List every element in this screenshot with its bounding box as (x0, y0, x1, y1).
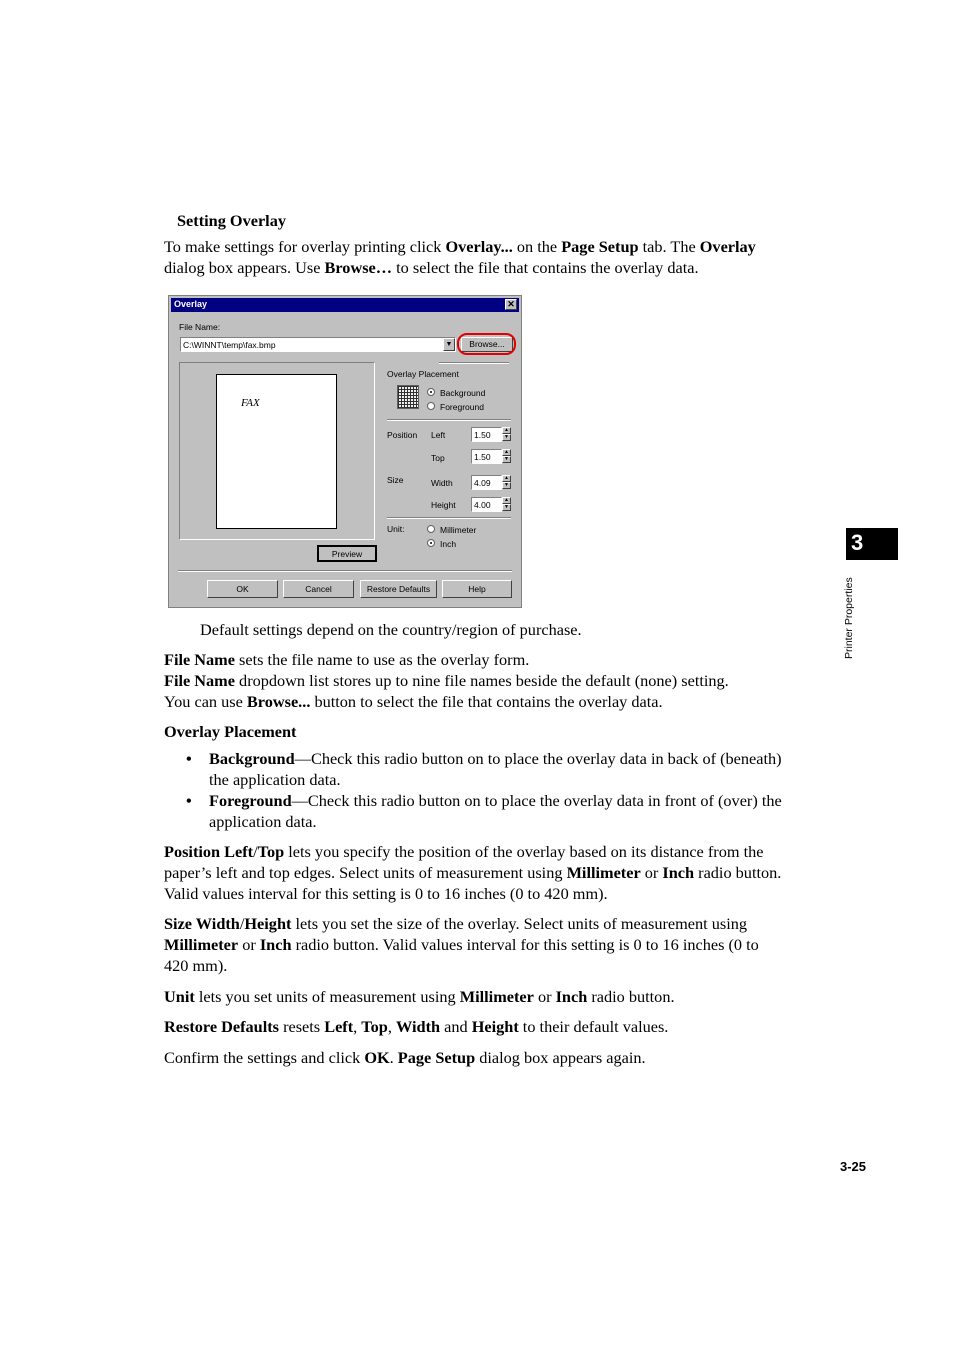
chapter-tab (846, 528, 898, 560)
size-label: Size (387, 475, 404, 485)
close-icon[interactable]: ✕ (505, 299, 517, 310)
intro-line-1: To make settings for overlay printing click Overlay... on the Page Setup tab. The Overlay (164, 237, 756, 256)
position-line-3: Valid values interval for this setting is 0 to 16 inches (0 to 420 mm). (164, 884, 608, 903)
section-heading: Setting Overlay (177, 211, 286, 230)
top-label: Top (431, 453, 445, 463)
top-spinner[interactable]: ▲ ▼ (502, 449, 511, 464)
separator (178, 570, 512, 572)
separator (387, 419, 511, 421)
height-input[interactable] (471, 497, 502, 512)
left-label: Left (431, 430, 446, 440)
browse-highlight-circle (457, 333, 516, 355)
filename-line-1: File Name sets the file name to use as the overlay form. (164, 650, 530, 669)
unit-label: Unit: (387, 524, 405, 534)
preview-button[interactable]: Preview (317, 545, 377, 562)
separator (387, 517, 511, 519)
left-value: 1.50 (474, 430, 491, 440)
ok-button[interactable]: OK (207, 580, 278, 598)
left-spinner[interactable]: ▲ ▼ (502, 427, 511, 442)
width-value: 4.09 (474, 478, 491, 488)
bullet: • (186, 749, 192, 768)
note: Default settings depend on the country/region of purchase. (200, 620, 582, 639)
page-number: 3-25 (840, 1159, 867, 1174)
background-label: Background (440, 388, 486, 398)
preview-page (216, 374, 337, 529)
top-input[interactable] (471, 449, 502, 464)
intro-line-2: dialog box appears. Use Browse… to select the file that contains the overlay data. (164, 258, 699, 277)
dialog-titlebar (171, 298, 519, 312)
file-name-label: File Name: (179, 322, 221, 332)
left-input[interactable] (471, 427, 502, 442)
position-label: Position (387, 430, 418, 440)
millimeter-label: Millimeter (440, 525, 477, 535)
inch-radio[interactable] (427, 539, 435, 547)
millimeter-radio[interactable] (427, 525, 435, 533)
dialog-title: Overlay (174, 299, 208, 309)
foreground-line-2: application data. (209, 812, 317, 831)
background-line-2: the application data. (209, 770, 341, 789)
background-radio[interactable] (427, 388, 435, 396)
width-spinner[interactable]: ▲ ▼ (502, 475, 511, 490)
size-line-3: 420 mm). (164, 956, 228, 975)
file-name-dropdown[interactable] (180, 337, 456, 352)
cancel-button[interactable]: Cancel (283, 580, 354, 598)
separator (439, 362, 509, 364)
restore-line: Restore Defaults resets Left, Top, Width and Height to their default values. (164, 1017, 669, 1036)
position-line-2: paper’s left and top edges. Select units of measurement using Millimeter or Inch radio button. (164, 863, 782, 882)
browse-button[interactable]: Browse... (461, 337, 513, 352)
position-line-1: Position Left/Top lets you specify the position of the overlay based on its distance from the (164, 842, 764, 861)
foreground-line-1: Foreground—Check this radio button on to place the overlay data in front of (over) the (209, 791, 782, 810)
size-line-1: Size Width/Height lets you set the size of the overlay. Select units of measurement using (164, 914, 748, 933)
restore-defaults-button[interactable]: Restore Defaults (360, 580, 437, 598)
height-label: Height (431, 500, 456, 510)
chevron-down-icon[interactable]: ▼ (443, 338, 455, 351)
filename-line-2: File Name dropdown list stores up to nine file names beside the default (none) setting. (164, 671, 729, 690)
size-line-2: Millimeter or Inch radio button. Valid values interval for this setting is 0 to 16 inches (0 to (164, 935, 759, 954)
top-value: 1.50 (474, 452, 491, 462)
placement-icon (397, 385, 419, 409)
placement-heading: Overlay Placement (164, 722, 297, 741)
height-value: 4.00 (474, 500, 491, 510)
side-label: Printer Properties (843, 577, 855, 659)
background-line-1: Background—Check this radio button on to place the overlay data in back of (beneath) (209, 749, 782, 768)
filename-line-3: You can use Browse... button to select the file that contains the overlay data. (164, 692, 663, 711)
bullet: • (186, 791, 192, 810)
width-label: Width (431, 478, 453, 488)
height-spinner[interactable]: ▲ ▼ (502, 497, 511, 512)
inch-label: Inch (440, 539, 457, 549)
preview-fax-text: FAX (241, 397, 260, 409)
help-button[interactable]: Help (442, 580, 512, 598)
width-input[interactable] (471, 475, 502, 490)
chapter-number: 3 (851, 530, 864, 555)
overlay-placement-label: Overlay Placement (387, 369, 459, 379)
confirm-line: Confirm the settings and click OK. Page Setup dialog box appears again. (164, 1048, 646, 1067)
unit-line: Unit lets you set units of measurement using Millimeter or Inch radio button. (164, 987, 675, 1006)
foreground-label: Foreground (440, 402, 484, 412)
overlay-dialog (168, 295, 522, 608)
foreground-radio[interactable] (427, 402, 435, 410)
file-name-value: C:\WINNT\temp\fax.bmp (183, 340, 276, 350)
